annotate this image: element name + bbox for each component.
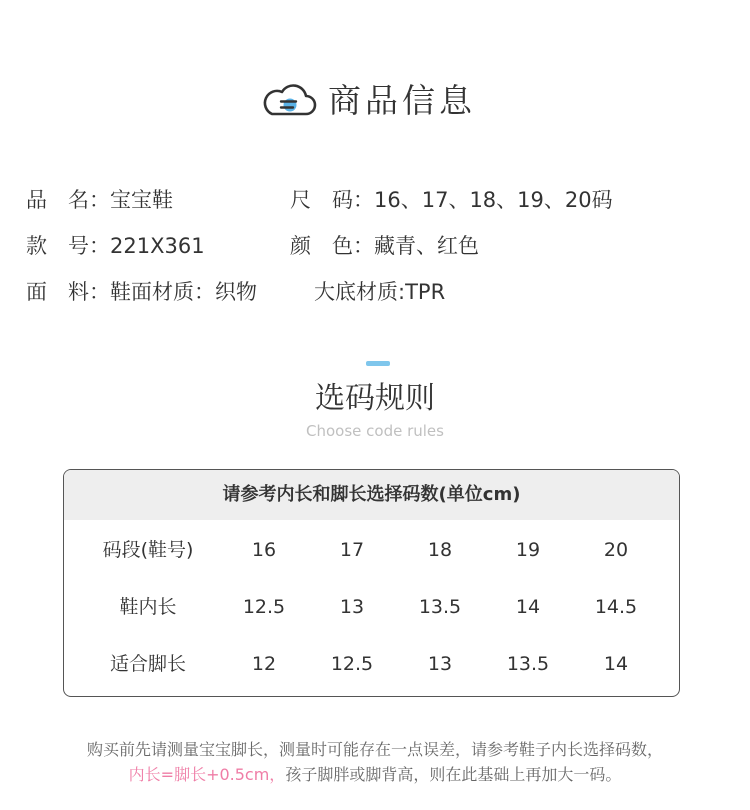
table-cell: 19	[515, 539, 541, 561]
page-title: 商品信息	[328, 81, 476, 120]
cloud-icon	[260, 82, 318, 118]
table-cell: 16	[251, 539, 277, 561]
table-cell: 13.5	[418, 596, 462, 618]
note-line-1: 购买前先请测量宝宝脚长，测量时可能存在一点误差，请参考鞋子内长选择码数，	[86, 740, 663, 759]
table-cell: 13	[427, 653, 453, 675]
row-label: 适合脚长	[109, 653, 186, 675]
info-label: 款 号：	[26, 234, 110, 258]
table-cell: 18	[427, 539, 453, 561]
page-header	[0, 78, 750, 124]
table-cell: 13.5	[506, 653, 550, 675]
table-cell: 20	[603, 539, 629, 561]
note-line-2	[0, 762, 750, 788]
info-name	[26, 182, 173, 218]
table-row	[64, 587, 680, 627]
info-value: 221X361	[110, 234, 205, 258]
info-value: 大底材质:TPR	[314, 280, 446, 304]
section-divider	[366, 361, 390, 366]
section-title: 选码规则	[315, 381, 435, 416]
table-row	[64, 644, 680, 684]
table-cell: 12	[251, 653, 277, 675]
table-cell: 17	[339, 539, 365, 561]
table-cell: 13	[339, 596, 365, 618]
table-cell: 14	[515, 596, 541, 618]
row-label: 鞋内长	[119, 596, 177, 618]
info-label: 颜 色：	[290, 234, 374, 258]
row-label: 码段(鞋号)	[102, 539, 194, 561]
table-row	[64, 530, 680, 570]
section-subtitle: Choose code rules	[306, 422, 444, 440]
table-cell: 12.5	[330, 653, 374, 675]
info-value: 藏青、红色	[374, 234, 479, 258]
note-highlight: 内长=脚长+0.5cm，	[128, 765, 286, 784]
info-style-no	[26, 228, 205, 264]
table-cell: 14.5	[594, 596, 638, 618]
info-material	[26, 274, 257, 310]
note-rest: 孩子脚胖或脚背高，则在此基础上再加大一码。	[285, 765, 622, 784]
table-cell: 12.5	[242, 596, 286, 618]
info-sole	[314, 274, 445, 310]
info-value: 鞋面材质：织物	[110, 280, 257, 304]
info-label: 面 料：	[26, 280, 110, 304]
info-value: 16、17、18、19、20码	[374, 188, 613, 212]
info-size	[290, 182, 613, 218]
info-label: 尺 码：	[290, 188, 374, 212]
info-color	[290, 228, 479, 264]
size-table	[63, 469, 680, 697]
table-cell: 14	[603, 653, 629, 675]
info-label: 品 名：	[26, 188, 110, 212]
table-heading: 请参考内长和脚长选择码数(单位cm)	[64, 470, 679, 520]
info-value: 宝宝鞋	[110, 188, 173, 212]
